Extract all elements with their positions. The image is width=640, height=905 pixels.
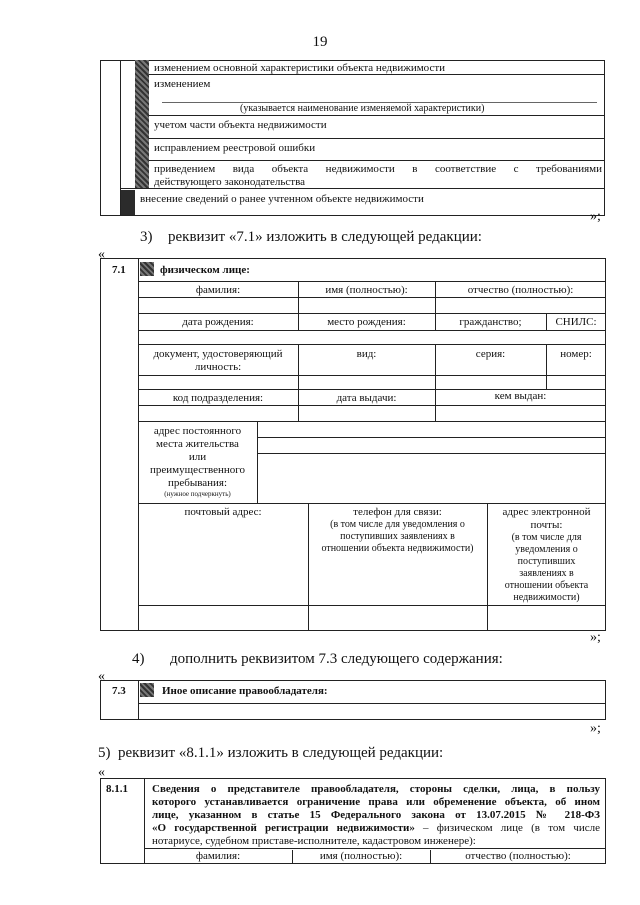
item-4-number: 4) [132, 651, 145, 667]
phone-label-2: (в том числе для уведомления о [330, 519, 465, 530]
number-label: номер: [560, 348, 592, 360]
open-quote-3: « [98, 765, 105, 780]
table-7-1-close: »; [590, 630, 601, 645]
phone-label-1: телефон для связи: [353, 506, 442, 518]
top-row-1: изменением основной характеристики объекта недвижимости [154, 62, 446, 74]
top-row-5: исправлением реестровой ошибки [154, 142, 316, 154]
item-3-number: 3) [140, 229, 153, 245]
table-7-3-title: Иное описание правообладателя: [162, 685, 328, 697]
rep-patronymic-label: отчество (полностью): [465, 850, 571, 862]
issue-date-label: дата выдачи: [336, 392, 397, 404]
address-label-4: преимущественного [150, 464, 245, 476]
table-8-1-1-line-3: лице, указанном в статье 15 Федерального закона от 13.07.2015 № 218-ФЗ [152, 809, 600, 821]
table-8-1-1-number: 8.1.1 [106, 783, 128, 795]
page-number: 19 [312, 34, 328, 50]
division-code-label: код подразделения: [172, 392, 264, 404]
address-note: (нужное подчеркнуть) [164, 490, 231, 498]
law-title: «О государственной регистрации недвижимости» [152, 822, 415, 834]
table-8-1-1-line-4 [152, 822, 600, 834]
top-row-3-note: (указывается наименование изменяемой характеристики) [240, 103, 485, 114]
email-label-2: почты: [530, 519, 563, 531]
email-label-3: (в том числе для [511, 532, 582, 543]
top-row-7: действующего законодательства [154, 176, 306, 188]
open-quote: « [98, 247, 105, 262]
email-label-4: уведомления о [515, 544, 578, 555]
rep-surname-label: фамилия: [195, 850, 241, 862]
top-table-close: »; [590, 209, 601, 224]
phone-label-3: поступивших заявлениях в [340, 531, 455, 542]
top-row-6: приведением вида объекта недвижимости в соответствие с требованиями [154, 163, 602, 175]
kind-label: вид: [356, 348, 377, 360]
address-label-5: пребывания: [167, 477, 228, 489]
surname-label: фамилия: [195, 284, 241, 296]
table-7-1-number: 7.1 [112, 264, 126, 276]
issued-by-label: кем выдан: [494, 390, 547, 402]
name-label: имя (полностью): [325, 284, 408, 296]
top-row-4: учетом части объекта недвижимости [154, 119, 327, 131]
address-label-2: места жительства [156, 438, 239, 450]
rep-name-label: имя (полностью): [319, 850, 403, 862]
id-doc-label-1: документ, удостоверяющий [153, 348, 283, 360]
series-label: серия: [475, 348, 506, 360]
birth-place-label: место рождения: [327, 316, 406, 328]
address-label-1: адрес постоянного [153, 425, 242, 437]
email-label-7: отношении объекта [504, 580, 589, 591]
table-7-3-number: 7.3 [112, 685, 126, 697]
table-8-1-1-line-1: Сведения о представителе правообладателя, стороны сделки, лица, в пользу [152, 783, 600, 795]
postal-address-label: почтовый адрес: [184, 506, 262, 518]
phone-label-4: отношении объекта недвижимости) [321, 543, 474, 554]
id-doc-label-2: личность: [194, 361, 242, 373]
citizenship-label: гражданство; [459, 316, 522, 328]
email-label-8: недвижимости) [513, 592, 580, 603]
snils-label: СНИЛС: [555, 316, 597, 328]
table-7-1-title: физическом лице: [160, 264, 250, 276]
email-label-5: поступивших [517, 556, 576, 567]
top-row-2: изменением [154, 78, 211, 90]
table-7-3-close: »; [590, 721, 601, 736]
email-label-1: адрес электронной [502, 506, 591, 518]
table-8-1-1-line-2: которого устанавливается ограничение права или обременение объекта, об ином [152, 796, 600, 808]
item-5-text: реквизит «8.1.1» изложить в следующей редакции: [118, 745, 444, 761]
email-label-6: заявлениях в [519, 568, 574, 579]
open-quote-2: « [98, 669, 105, 684]
item-5-number: 5) [98, 745, 111, 761]
table-8-1-1-line-5: нотариусе, судебном приставе-исполнителе, кадастровом инженере): [152, 835, 476, 847]
birth-date-label: дата рождения: [182, 316, 254, 328]
item-3-text: реквизит «7.1» изложить в следующей редакции: [168, 229, 482, 245]
address-label-3: или [188, 451, 207, 463]
physical-person-text: – физическом лице (в том числе [423, 822, 600, 834]
patronymic-label: отчество (полностью): [467, 284, 574, 296]
top-row-8: внесение сведений о ранее учтенном объекте недвижимости [140, 193, 424, 205]
item-4-text: дополнить реквизитом 7.3 следующего содержания: [170, 651, 503, 667]
